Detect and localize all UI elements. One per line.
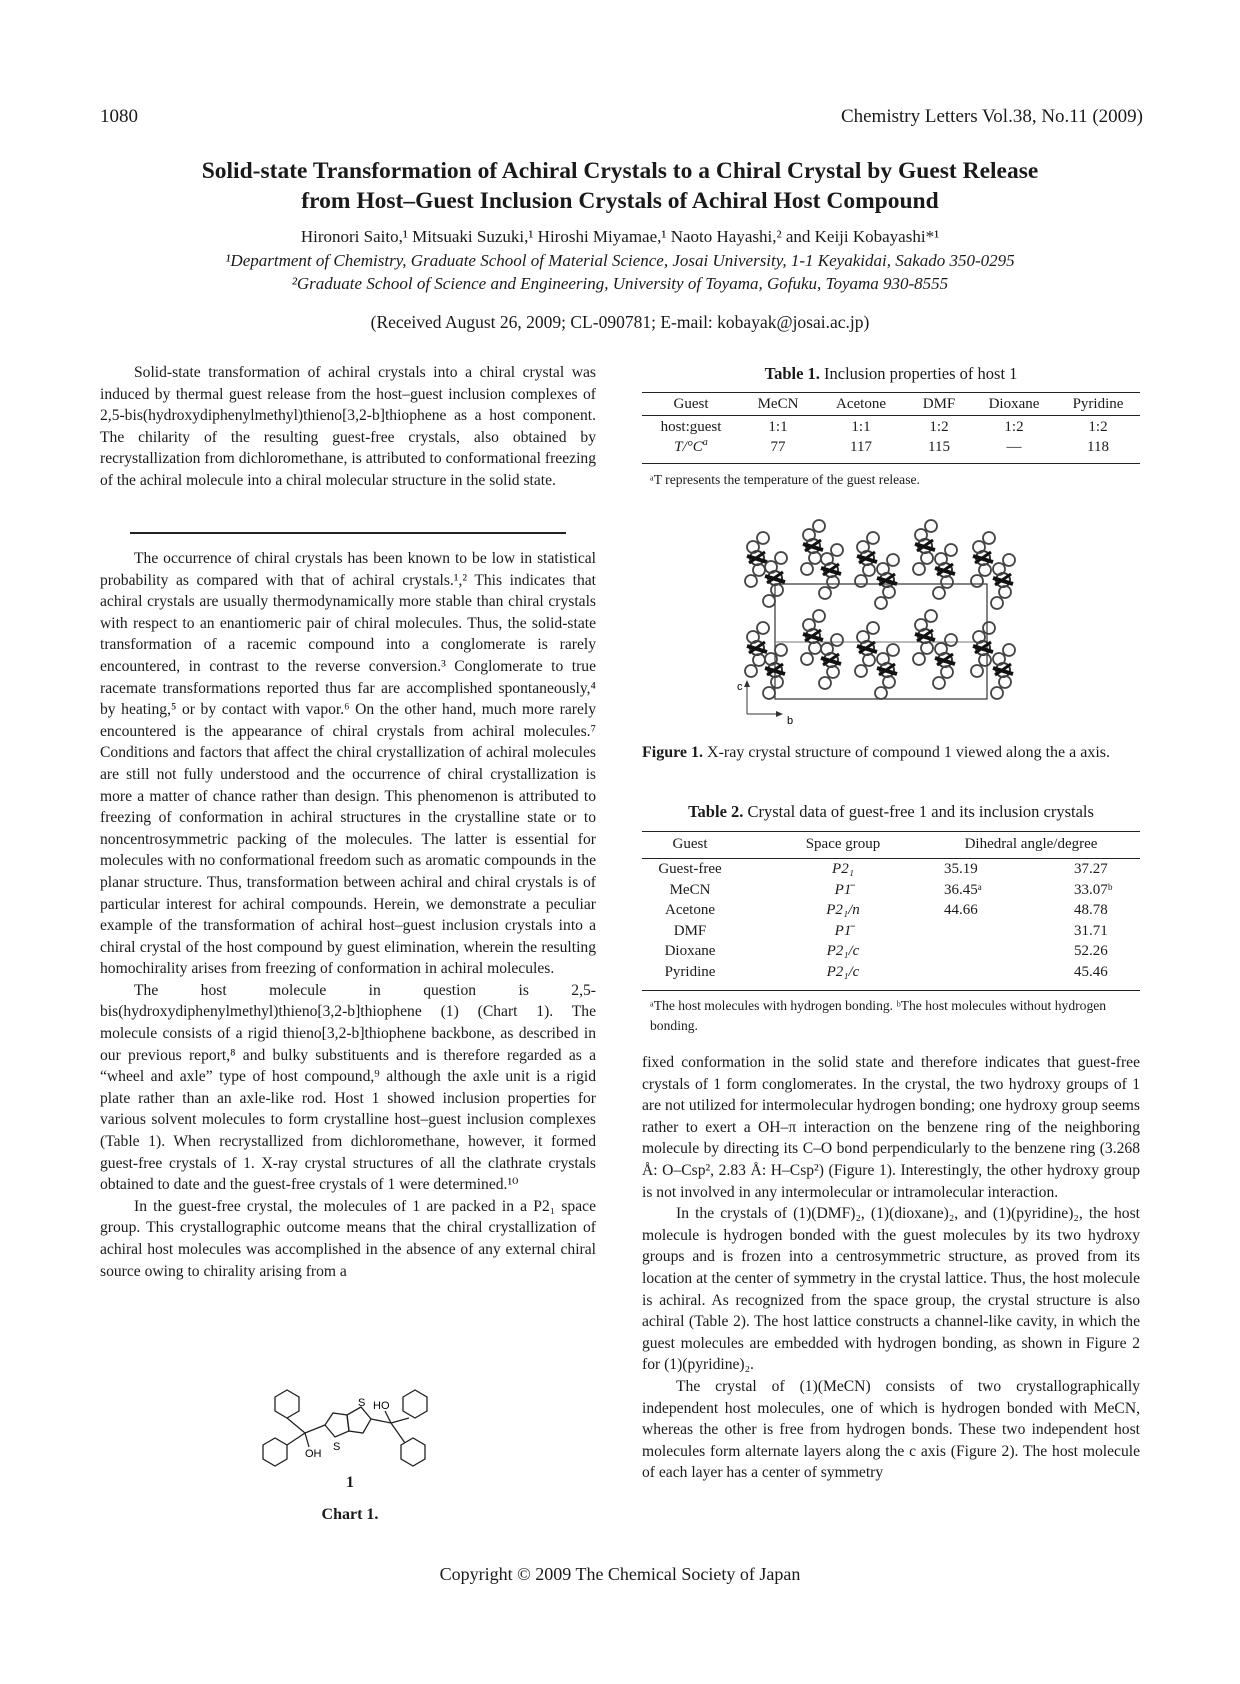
- table-2-angle-2: 31.71: [1074, 922, 1108, 939]
- table-2-angle-2: 45.46: [1074, 963, 1108, 980]
- table-1-header-row: [642, 394, 1140, 415]
- paragraph-6: The crystal of (1)(MeCN) consists of two crystallographically independent host molecules, one of which is hydrogen bonded with MeCN, whereas the other is free from hydrogen bonds. These two independent host molecules form alternate layers along the c axis (Figure 2). The host molecule of each layer has a center of symmetry: [642, 1377, 1140, 1482]
- table-cell: 77: [770, 439, 786, 455]
- table-cell: 1:2: [1088, 418, 1108, 435]
- article-title: [0, 156, 1240, 216]
- title-line-1: Solid-state Transformation of Achiral Crystals to a Chiral Crystal by Guest Release: [201, 158, 1039, 184]
- figure-1-caption: [642, 742, 1140, 764]
- table-2-label: Table 2.: [688, 802, 744, 821]
- table-2-space-group: P1̄: [834, 922, 852, 939]
- table-1-bottom-rule: [642, 463, 1140, 464]
- table-2-guest: Acetone: [665, 902, 715, 918]
- compound-number: 1: [346, 1474, 354, 1491]
- hydroxy-label-left: OH: [305, 1448, 322, 1460]
- left-column-body: [100, 548, 596, 1282]
- copyright-footer: Copyright © 2009 The Chemical Society of Japan: [439, 1564, 801, 1584]
- paragraph-1: The occurrence of chiral crystals has been known to be low in statistical probability as compared with that of achiral crystals.¹,² This indicates that achiral crystals are usually thermodynamically more stable than chiral crystals with respect to an enantiomeric pair of chiral molecules. Thus, the solid-state transformation of a racemic compound into a conglomerate is rarely encountered, in contrast to the reverse conversion.³ Conglomerate to true racemate transformations reported thus far are accomplished spontaneously,⁴ by heating,⁵ or by contact with vapor.⁶ On the other hand, much more rarely encountered is the appearance of chiral crystals from achiral molecules.⁷ Conditions and factors that affect the chiral crystallization of achiral molecules are still not fully understood and the occurrence of chiral crystallization is more a matter of chance rather than design. This phenomenon is attributed to freezing of conformation in achiral structures in the crystalline state or to noncentrosymmetric packing of the molecules. The latter is essential for molecules with no conformational freedom such as aromatic compounds in the planar structure. Thus, transformation between achiral and chiral crystals is of particular interest for achiral compounds. Herein, we demonstrate a peculiar example of the transformation of achiral host–guest inclusion crystals into a chiral crystal of the host compound by guest elimination, wherein the resulting homochirality arises from freezing of conformation in achiral molecules.: [100, 550, 596, 978]
- page-number: 1080: [100, 106, 138, 127]
- table-2-angle-1: 36.45ᵃ: [944, 881, 982, 898]
- table-2-guest: DMF: [673, 922, 707, 939]
- phenyl-ring-upper-left: [275, 1390, 299, 1418]
- table-2-bottom-rule: [642, 990, 1140, 991]
- author-list: Hironori Saito,¹ Mitsuaki Suzuki,¹ Hiroshi Miyamae,¹ Naoto Hayashi,² and Keiji Kobayashi*¹: [300, 227, 940, 246]
- table-1-top-rule: [642, 392, 1140, 393]
- table-cell: 118: [1087, 439, 1109, 455]
- table-2-space-group: P2₁/n: [826, 902, 860, 918]
- title-line-2: from Host–Guest Inclusion Crystals of Achiral Host Compound: [301, 188, 939, 214]
- table-2-guest: Pyridine: [664, 963, 716, 980]
- table-2-top-rule: [642, 831, 1140, 832]
- chart-1-caption: Chart 1.: [321, 1506, 379, 1523]
- table-row: [642, 417, 1140, 438]
- table-cell: 115: [928, 439, 950, 455]
- received-line: (Received August 26, 2009; CL-090781; E-mail: kobayak@josai.ac.jp): [370, 312, 870, 332]
- table-2-header: Guest: [672, 836, 708, 852]
- affiliation-2: ²Graduate School of Science and Engineering, University of Toyama, Gofuku, Toyama 930-8555: [291, 274, 949, 293]
- figure-1-caption-text: X-ray crystal structure of compound 1 viewed along the a axis.: [707, 744, 1111, 761]
- phenyl-ring-lower-left: [263, 1438, 287, 1466]
- table-2-footnote: ᵃThe host molecules with hydrogen bonding. ᵇThe host molecules without hydrogen bonding.: [650, 998, 1107, 1033]
- right-column-body: [642, 1052, 1140, 1484]
- table-1-caption: [642, 364, 1140, 384]
- temperature-label: T/°C: [674, 439, 703, 455]
- paragraph-3: In the guest-free crystal, the molecules of 1 are packed in a P2₁ space group. This crystallographic outcome means that the chiral crystallization of achiral host molecules was accomplished in the absence of any external chiral source owing to chirality arising from a: [100, 1197, 596, 1280]
- table-2-space-group: P2₁/c: [826, 943, 860, 959]
- figure-1-label: Figure 1.: [642, 744, 704, 761]
- table-2-space-group: P2₁/c: [826, 963, 860, 980]
- table-2-header: Dihedral angle/degree: [964, 836, 1098, 852]
- axis-label-c: c: [737, 681, 743, 693]
- journal-header: Chemistry Letters Vol.38, No.11 (2009): [840, 106, 1143, 127]
- abstract: Solid-state transformation of achiral crystals into a chiral crystal was induced by thermal guest release from the host–guest inclusion complexes of 2,5-bis(hydroxydiphenylmethyl)thieno[3,2-b]thiophene as a host component. The chilarity of the resulting guest-free crystals, also obtained by recrystallization from dichloromethane, is attributed to conformational freezing of the achiral molecule into a chiral molecular structure in the solid state.: [100, 364, 596, 489]
- paragraph-2: The host molecule in question is 2,5-bis(hydroxydiphenylmethyl)thieno[3,2-b]thiophene (1) (Chart 1). The molecule consists of a rigid thieno[3,2-b]thiophene backbone, as described in our previous report,⁸ and bulky substituents and is therefore regarded as a “wheel and axle” type of host compound,⁹ although the axle unit is a rigid plate rather than an axle-like rod. Host 1 showed inclusion properties for various solvent molecules to form crystalline host–guest inclusion complexes (Table 1). When recrystallized from dichloromethane, however, it formed guest-free crystals of 1. X-ray crystal structures of all the clathrate crystals obtained to date and the guest-free crystals of 1 were determined.¹⁰: [100, 981, 596, 1194]
- paragraph-5: In the crystals of (1)(DMF)₂, (1)(dioxane)₂, and (1)(pyridine)₂, the host molecule is hydrogen bonded with the guest molecules by its two hydroxy groups and is frozen into a centrosymmetric structure, as proved from its location at the center of symmetry in the crystal lattice. Thus, the host molecule is achiral. As recognized from the space group, the crystal structure is also achiral (Table 2). The host lattice constructs a channel-like cavity, in which the guest molecules are embedded with hydrogen bonding, as shown in Figure 2 for (1)(pyridine)₂.: [642, 1205, 1140, 1374]
- affiliation-1: ¹Department of Chemistry, Graduate School of Material Science, Josai University, 1-1 Keyakidai, Sakado 350-0295: [225, 251, 1015, 270]
- axis-label-b: b: [787, 715, 794, 727]
- table-2-header-rule: [642, 858, 1140, 859]
- table-cell: 1:2: [1004, 418, 1024, 435]
- table-1-row-label: host:guest: [660, 418, 722, 435]
- phenyl-ring-upper-right: [403, 1390, 427, 1418]
- table-cell: —: [1006, 439, 1022, 455]
- table-2-angle-2: 33.07ᵇ: [1074, 881, 1113, 898]
- table-1-header: Dioxane: [988, 396, 1040, 412]
- table-2-angle-2: 37.27: [1074, 861, 1108, 877]
- table-2-space-group: P1̄: [834, 881, 852, 898]
- table-row: [642, 437, 1140, 458]
- table-2-caption: [642, 802, 1140, 822]
- table-1-footnote: ᵃT represents the temperature of the guest release.: [650, 472, 920, 487]
- sulfur-label-top: S: [358, 1397, 366, 1409]
- table-1-header: Pyridine: [1072, 396, 1124, 412]
- thiophene-ring-left: [325, 1413, 349, 1437]
- table-cell: 117: [850, 439, 872, 455]
- figure-1-crystal-structure: [735, 518, 1035, 730]
- thiophene-ring-right: [347, 1407, 371, 1433]
- table-row: [642, 943, 1140, 963]
- table-2-space-group: P2₁: [832, 861, 854, 877]
- table-2-guest: Dioxane: [664, 943, 716, 959]
- table-2-angle-1: 44.66: [944, 902, 978, 918]
- table-row: [642, 902, 1140, 922]
- table-row: [642, 861, 1140, 881]
- table-2-angle-2: 48.78: [1074, 902, 1108, 918]
- abstract-divider: [130, 532, 566, 534]
- table-row: [642, 882, 1140, 902]
- table-row: [642, 964, 1140, 984]
- table-cell: 1:2: [929, 418, 949, 435]
- table-1-header: Acetone: [836, 396, 886, 412]
- table-2-guest: Guest-free: [658, 861, 722, 877]
- table-2-guest: MeCN: [669, 881, 711, 898]
- table-1-row-label: [642, 437, 740, 458]
- table-2-title: Crystal data of guest-free 1 and its inclusion crystals: [747, 802, 1094, 821]
- table-2-angle-1: 35.19: [944, 861, 978, 877]
- table-1: [642, 394, 1140, 458]
- table-cell: 1:1: [851, 418, 871, 435]
- table-1-title: Inclusion properties of host 1: [824, 364, 1018, 383]
- table-1-header: Guest: [673, 396, 709, 412]
- table-1-header: MeCN: [757, 396, 799, 412]
- paragraph-4: fixed conformation in the solid state and therefore indicates that guest-free crystals of 1 form conglomerates. In the crystal, the two hydroxy groups of 1 are not utilized for intermolecular hydrogen bonding; one hydroxy group seems rather to exert a OH–π interaction on the benzene ring of the neighboring molecule by directing its C–O bond perpendicularly to the benzene ring (3.268 Å: O–Csp², 2.83 Å: H–Csp²) (Figure 1). Interestingly, the other hydroxy group is not involved in any intermolecular or intramolecular interaction.: [642, 1054, 1140, 1201]
- table-1-label: Table 1.: [764, 364, 820, 383]
- table-cell: 1:1: [768, 418, 788, 435]
- table-2-angle-2: 52.26: [1074, 943, 1108, 959]
- footnote-marker: a: [702, 437, 708, 448]
- hydroxy-label-right: HO: [373, 1400, 390, 1412]
- sulfur-label-bottom: S: [333, 1441, 341, 1453]
- molecule-cluster: [745, 520, 1015, 699]
- table-2-header: Space group: [805, 836, 881, 852]
- table-row: [642, 923, 1140, 943]
- table-1-header: DMF: [922, 396, 956, 412]
